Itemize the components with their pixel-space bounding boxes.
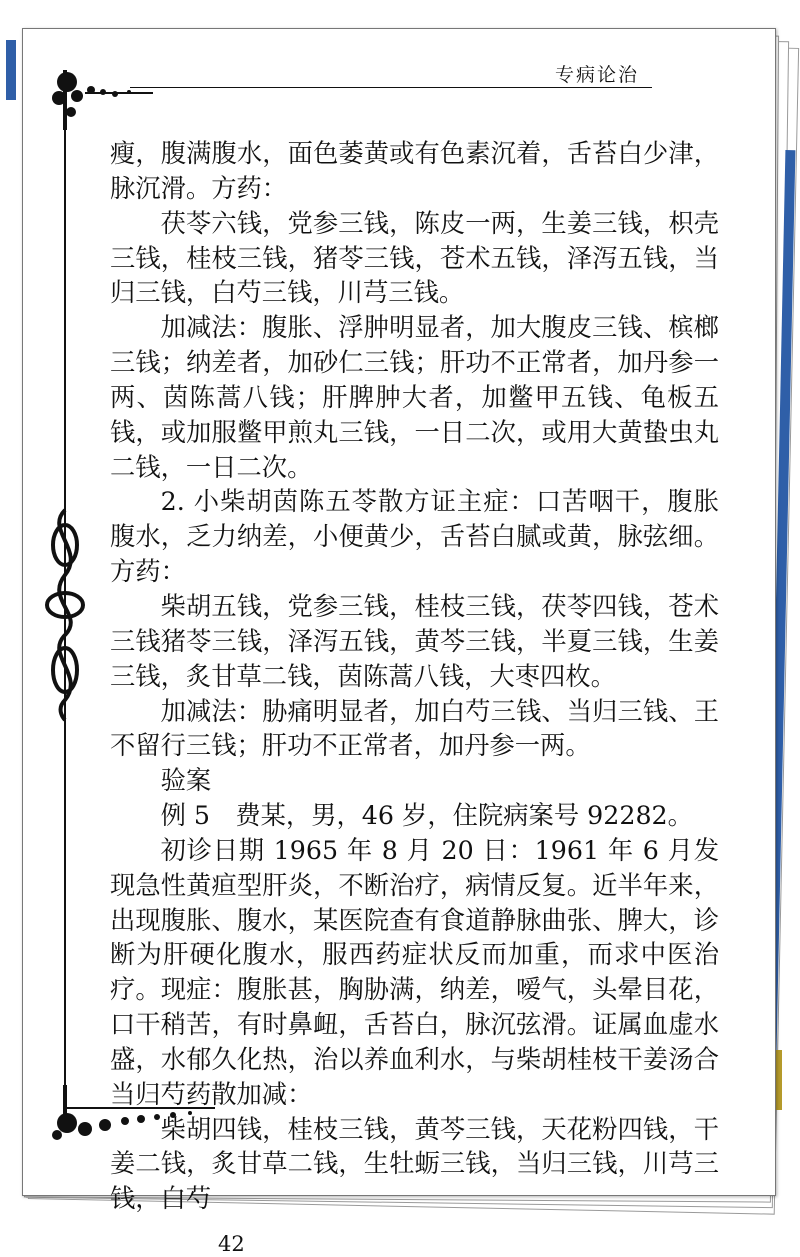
- running-header: 专病论治: [555, 64, 640, 86]
- case-heading: 例 5 费某，男，46 岁，住院病案号 92282。: [160, 801, 693, 831]
- paragraph: 柴胡五钱，党参三钱，桂枝三钱，茯苓四钱，苍术三钱猪苓三钱，泽泻五钱，黄芩三钱，半夏三钱，生姜三钱，炙甘草二钱，茵陈蒿八钱，大枣四枚。: [110, 591, 719, 691]
- paragraph: 初诊日期 1965 年 8 月 20 日：1961 年 6 月发现急性黄疸型肝炎，不断治疗，病情反复。近半年来，出现腹胀、腹水，某医院查有食道静脉曲张、脾大，诊断为肝硬化腹水，服西药症状反而加重，而求中医治疗。现症：腹胀甚，胸胁满，纳差，嗳气，头晕目花，口干稍苦，有时鼻衄，舌苔白，脉沉弦滑。证属血虚水盛，水郁久化热，治以养血利水，与柴胡桂枝干姜汤合当归芍药散加减：: [110, 835, 719, 1109]
- ornament-middle-icon: [40, 505, 90, 725]
- section-heading: 验案: [160, 766, 212, 796]
- paragraph: 柴胡四钱，桂枝三钱，黄芩三钱，天花粉四钱，干姜二钱，炙甘草二钱，生牡蛎三钱，当归三钱，川芎三钱，白芍: [110, 1114, 719, 1214]
- page-content: [110, 137, 719, 1257]
- paragraph: 2. 小柴胡茵陈五苓散方证主症：口苦咽干，腹胀腹水，乏力纳差，小便黄少，舌苔白腻或黄，脉弦细。方药：: [110, 487, 719, 587]
- paragraph: 瘦，腹满腹水，面色萎黄或有色素沉着，舌苔白少津，脉沉滑。方药：: [110, 139, 719, 203]
- paragraph: 茯苓六钱，党参三钱，陈皮一两，生姜三钱，枳壳三钱，桂枝三钱，猪苓三钱，苍术五钱，泽泻五钱，当归三钱，白芍三钱，川芎三钱。: [110, 208, 719, 308]
- paragraph: 加减法：胁痛明显者，加白芍三钱、当归三钱、王不留行三钱；肝功不正常者，加丹参一两。: [110, 696, 719, 761]
- page-number: 42: [218, 1232, 245, 1257]
- ornament-top-icon: [45, 60, 155, 130]
- book-edge-blue-left: [6, 40, 16, 100]
- header-rule: [130, 87, 652, 88]
- body-text: [110, 137, 719, 1217]
- paragraph: 加减法：腹胀、浮肿明显者，加大腹皮三钱、槟榔三钱；纳差者，加砂仁三钱；肝功不正常者，加丹参一两、茵陈蒿八钱；肝脾肿大者，加鳖甲五钱、龟板五钱，或加服鳖甲煎丸三钱，一日二次，或用大黄蛰虫丸二钱，一日二次。: [110, 313, 719, 482]
